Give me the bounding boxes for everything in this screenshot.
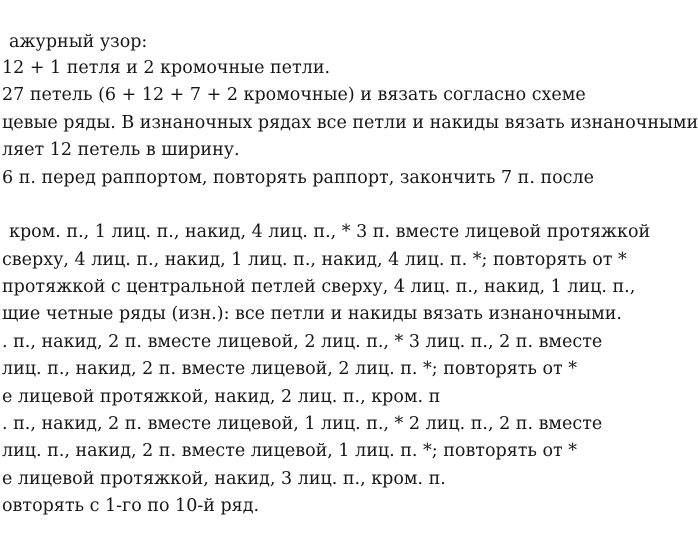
text-line: 12 + 1 петля и 2 кромочные петли. [2, 58, 331, 78]
text-line: 27 петель (6 + 12 + 7 + 2 кромочные) и вязать согласно схеме [2, 85, 586, 105]
text-line: ажурный узор: [9, 32, 148, 52]
text-line: овторять с 1-го по 10-й ряд. [2, 496, 260, 516]
text-line: е лицевой протяжкой, накид, 2 лиц. п., кром. п [2, 387, 441, 407]
text-line: лиц. п., накид, 2 п. вместе лицевой, 1 лиц. п. *; повторять от * [2, 441, 578, 461]
text-line: цевые ряды. В изнаночных рядах все петли и накиды вязать изнаночными [2, 113, 698, 133]
text-line: лиц. п., накид, 2 п. вместе лицевой, 2 лиц. п. *; повторять от * [2, 359, 578, 379]
text-line: сверху, 4 лиц. п., накид, 1 лиц. п., накид, 4 лиц. п. *; повторять от * [2, 250, 627, 270]
text-line: . п., накид, 2 п. вместе лицевой, 1 лиц. п., * 2 лиц. п., 2 п. вместе [2, 414, 603, 434]
text-line: 6 п. перед раппортом, повторять раппорт, закончить 7 п. после [2, 168, 594, 188]
text-line: кром. п., 1 лиц. п., накид, 4 лиц. п., * 3 п. вместе лицевой протяжкой [9, 222, 651, 242]
text-line: щие четные ряды (изн.): все петли и накиды вязать изнаночными. [2, 304, 622, 324]
text-line: ляет 12 петель в ширину. [2, 140, 240, 160]
text-line: е лицевой протяжкой, накид, 3 лиц. п., кром. п. [2, 469, 446, 489]
text-line: . п., накид, 2 п. вместе лицевой, 2 лиц. п., * 3 лиц. п., 2 п. вместе [2, 332, 603, 352]
text-line: протяжкой с центральной петлей сверху, 4 лиц. п., накид, 1 лиц. п., [2, 277, 636, 297]
